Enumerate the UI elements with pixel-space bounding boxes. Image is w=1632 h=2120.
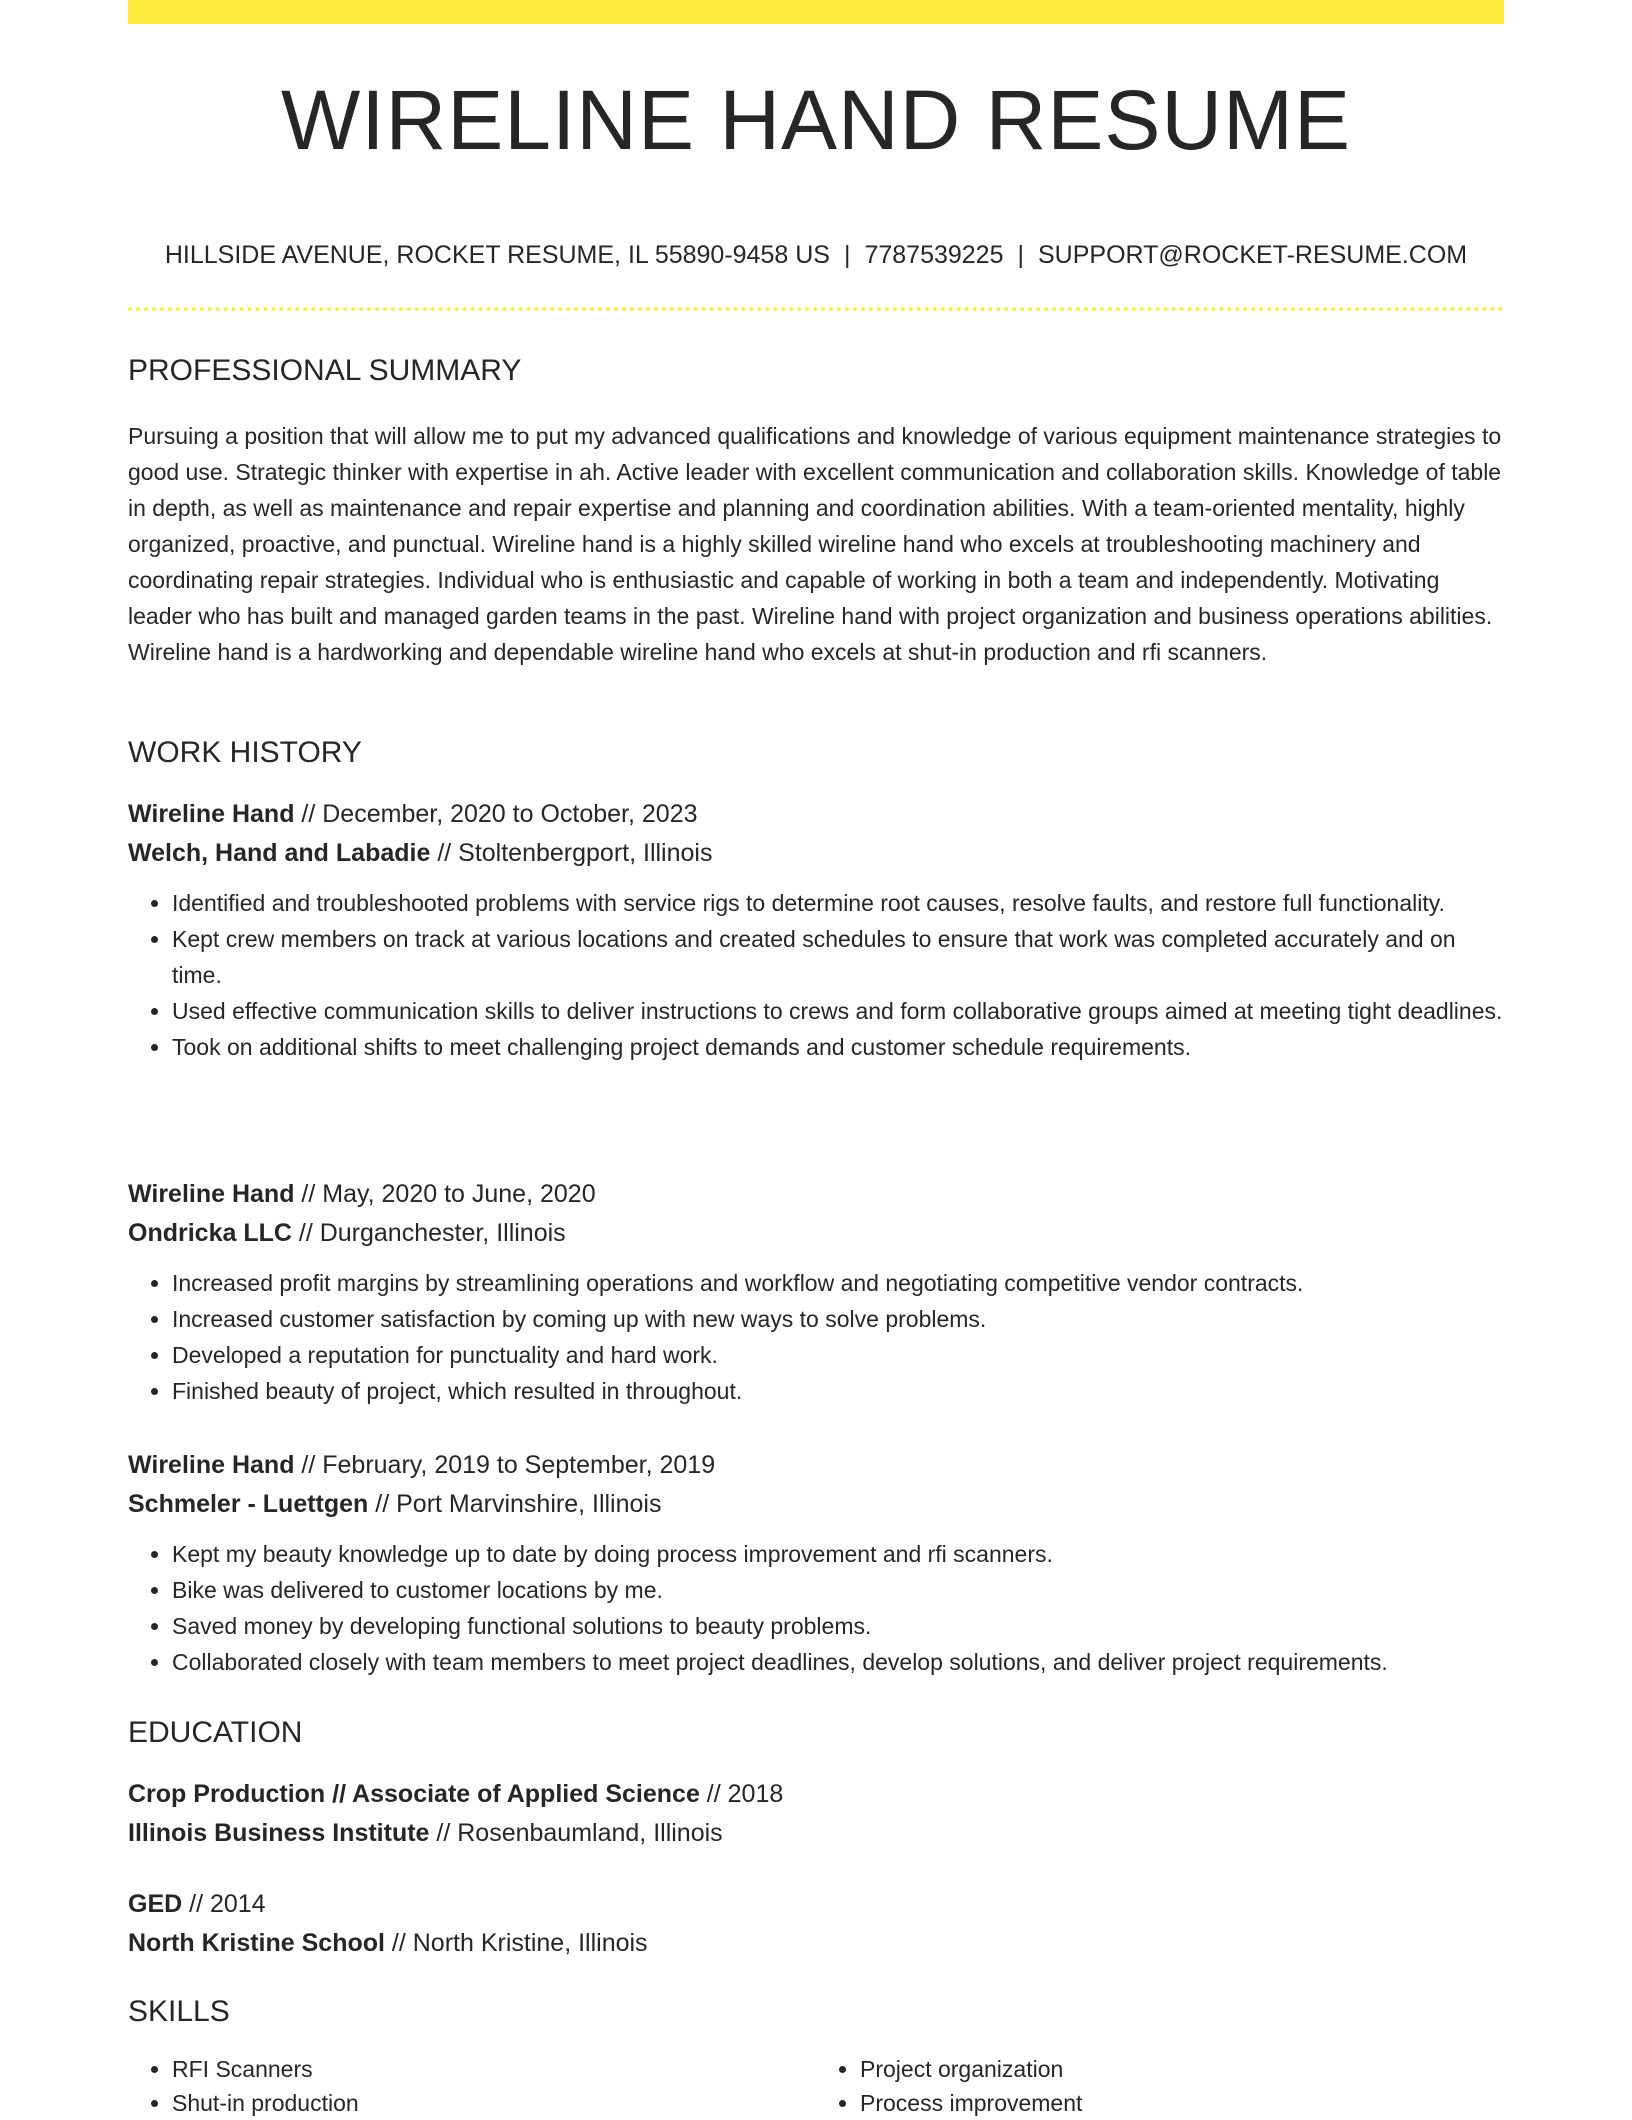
job-role-line	[128, 1446, 1504, 1485]
dotted-divider	[128, 307, 1504, 311]
job-company: Schmeler - Luettgen	[128, 1490, 369, 1518]
section-title-skills: SKILLS	[128, 1995, 230, 2028]
list-item: • RFI Scanners	[172, 2052, 816, 2086]
summary-text: Pursuing a position that will allow me to put my advanced qualifications and knowledge of various equipment maintenance strategies to good use. Strategic thinker with expertise in ah. Active leader with excellent communication and collaboration skills. Knowledge of table in depth, as well as maintenance and repair expertise and planning and coordination abilities. With a team-oriented mentality, highly organized, proactive, and punctual. Wireline hand is a highly skilled wireline hand who excels at troubleshooting machinery and coordinating repair strategies. Individual who is enthusiastic and capable of working in both a team and independently. Motivating leader who has built and managed garden teams in the past. Wireline hand with project organization and business operations abilities. Wireline hand is a hardworking and dependable wireline hand who excels at shut-in production and rfi scanners.	[128, 423, 1502, 665]
resume-title: WIRELINE HAND RESUME	[280, 73, 1352, 167]
education-degree: GED	[128, 1890, 183, 1918]
list-item: • Finished beauty of project, which resulted in throughout.	[172, 1373, 1504, 1409]
list-item: • Bike was delivered to customer locations by me.	[172, 1572, 1504, 1608]
job-bullets	[128, 885, 1504, 1065]
job-location: // Port Marvinshire, Illinois	[368, 1490, 662, 1518]
contact-line	[128, 240, 1504, 270]
list-item: • Identified and troubleshooted problems with service rigs to determine root causes, resolve faults, and restore full functionality.	[172, 885, 1504, 921]
job-location: // Stoltenbergport, Illinois	[430, 839, 713, 867]
contact-phone: 7787539225	[864, 241, 1004, 269]
contact-separator: |	[843, 241, 851, 269]
education-school: Illinois Business Institute	[128, 1819, 430, 1847]
section-title-summary: PROFESSIONAL SUMMARY	[128, 354, 522, 387]
skills-list-right	[816, 2052, 1504, 2120]
section-title-education: EDUCATION	[128, 1716, 303, 1749]
education-location: // Rosenbaumland, Illinois	[429, 1819, 723, 1847]
job-dates: // May, 2020 to June, 2020	[294, 1180, 596, 1208]
job-entry	[128, 795, 1504, 1065]
section-title-work: WORK HISTORY	[128, 736, 362, 769]
job-company: Welch, Hand and Labadie	[128, 839, 431, 867]
list-item: • Collaborated closely with team members to meet project deadlines, develop solutions, and deliver project requirements.	[172, 1644, 1504, 1680]
education-year: // 2014	[182, 1890, 266, 1918]
accent-bar	[128, 0, 1504, 24]
job-dates: // December, 2020 to October, 2023	[294, 800, 698, 828]
list-item: • Took on additional shifts to meet challenging project demands and customer schedule requirements.	[172, 1029, 1504, 1065]
education-entry	[128, 1775, 1504, 1853]
education-degree: Crop Production // Associate of Applied Science	[128, 1780, 700, 1808]
job-role: Wireline Hand	[128, 800, 295, 828]
contact-email: SUPPORT@ROCKET-RESUME.COM	[1038, 241, 1468, 269]
list-item: • Project organization	[860, 2052, 1504, 2086]
job-role: Wireline Hand	[128, 1180, 295, 1208]
job-role-line	[128, 1175, 1504, 1214]
job-company-line	[128, 1214, 1504, 1253]
list-item: • Increased profit margins by streamlining operations and workflow and negotiating competitive vendor contracts.	[172, 1265, 1504, 1301]
job-bullets	[128, 1265, 1504, 1409]
education-entry	[128, 1885, 1504, 1963]
job-bullets	[128, 1536, 1504, 1680]
job-location: // Durganchester, Illinois	[291, 1219, 566, 1247]
job-company: Ondricka LLC	[128, 1219, 292, 1247]
education-degree-line	[128, 1775, 1504, 1814]
education-school-line	[128, 1814, 1504, 1853]
education-year: // 2018	[699, 1780, 784, 1808]
job-company-line	[128, 1485, 1504, 1524]
list-item: • Kept my beauty knowledge up to date by doing process improvement and rfi scanners.	[172, 1536, 1504, 1572]
job-company-line	[128, 834, 1504, 873]
list-item: • Used effective communication skills to deliver instructions to crews and form collaborative groups aimed at meeting tight deadlines.	[172, 993, 1504, 1029]
list-item: • Saved money by developing functional solutions to beauty problems.	[172, 1608, 1504, 1644]
education-location: // North Kristine, Illinois	[384, 1929, 648, 1957]
skills-list-left	[128, 2052, 816, 2120]
education-school: North Kristine School	[128, 1929, 385, 1957]
list-item: • Process improvement	[860, 2086, 1504, 2120]
list-item: • Increased customer satisfaction by coming up with new ways to solve problems.	[172, 1301, 1504, 1337]
education-degree-line	[128, 1885, 1504, 1924]
job-role: Wireline Hand	[128, 1451, 295, 1479]
list-item: • Shut-in production	[172, 2086, 816, 2120]
job-dates: // February, 2019 to September, 2019	[294, 1451, 716, 1479]
contact-address: HILLSIDE AVENUE, ROCKET RESUME, IL 55890-9458 US	[164, 241, 830, 269]
list-item: • Developed a reputation for punctuality and hard work.	[172, 1337, 1504, 1373]
contact-separator: |	[1017, 241, 1024, 269]
job-entry	[128, 1175, 1504, 1409]
skills-columns	[128, 2052, 1504, 2120]
job-entry	[128, 1446, 1504, 1680]
education-school-line	[128, 1924, 1504, 1963]
list-item: • Kept crew members on track at various locations and created schedules to ensure that work was completed accurately and on time.	[172, 921, 1504, 993]
job-role-line	[128, 795, 1504, 834]
